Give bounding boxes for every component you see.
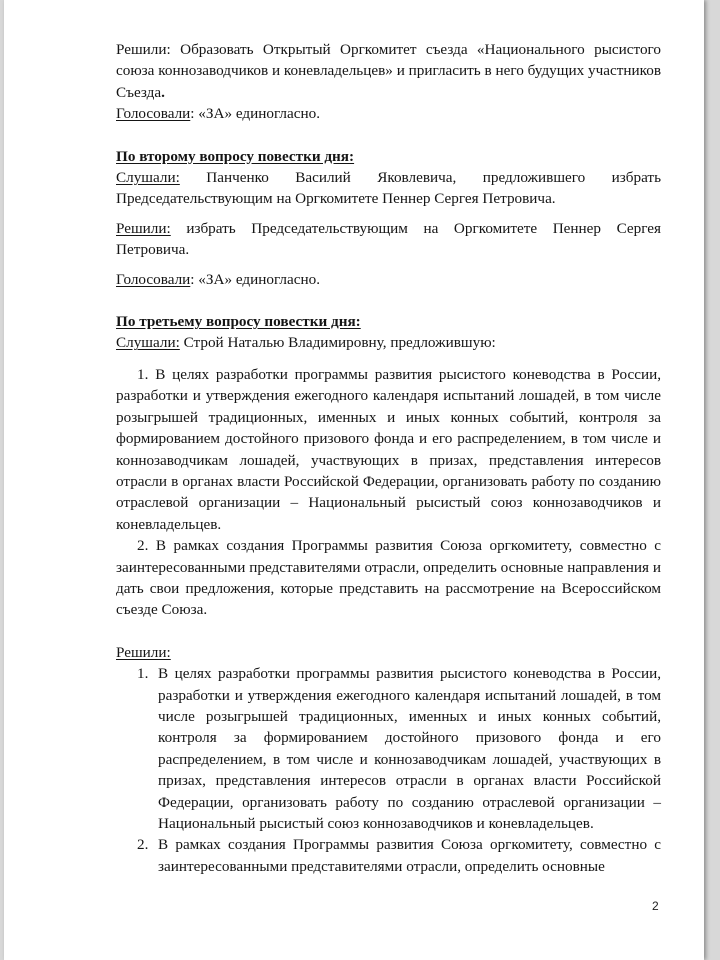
item-text: В целях разработки программы развития рысистого коневодства в России, разработки и утверждения ежегодного календаря испытаний лошадей, в том числе розыгрышей традиционных, именных и иных конных событий, контроля за формированием достойного призового фонда и его распределением, в том числе и коннозаводчикам лошадей, участвующих в призах, представления интересов отрасли в органах власти Российской Федерации, организовать работу по созданию отраслевой организации – Национальный рысистый союз коннозаводчиков и коневладельцев.: [158, 665, 661, 832]
item-number: 1.: [137, 665, 149, 683]
resolved-label: Решили:: [116, 219, 171, 237]
section-heading-3: По третьему вопросу повестки дня:: [116, 313, 361, 331]
resolved-paragraph-2: [116, 218, 661, 261]
proposal-item: [116, 535, 661, 621]
item-text: В рамках создания Программы развития Союза оргкомитету, совместно с заинтересованными представителями отрасли, определить основные направления и дать свои предложения, которые представить на рассмотрение на Всероссийском съезде Союза.: [116, 537, 662, 619]
voted-text: : «ЗА» единогласно.: [190, 105, 321, 123]
resolved-item: [116, 663, 661, 834]
heard-paragraph-2: [116, 167, 661, 210]
voted-label: Голосовали: [116, 105, 191, 123]
resolved-label: Решили:: [116, 643, 171, 661]
item-text: В целях разработки программы развития рысистого коневодства в России, разработки и утверждения ежегодного календаря испытаний лошадей, в том числе розыгрышей традиционных, именных и иных конных событий, контроля за формированием достойного призового фонда и его распределением, в том числе и коннозаводчикам лошадей, участвующих в призах, представления интересов отрасли в органах власти Российской Федерации, организовать работу по созданию отраслевой организации – Национальный рысистый союз коннозаводчиков и коневладельцев.: [116, 365, 662, 533]
item-number: 1.: [137, 365, 149, 383]
resolved-end: .: [161, 83, 165, 101]
resolved-text: избрать Председательствующим на Оргкомитете Пеннер Сергея Петровича.: [116, 219, 661, 259]
resolved-paragraph-3: [116, 642, 661, 663]
voted-label: Голосовали: [116, 270, 191, 288]
resolved-item: [116, 834, 661, 877]
document-body: [116, 39, 661, 877]
heard-paragraph-3: [116, 332, 661, 353]
voted-text: : «ЗА» единогласно.: [190, 270, 321, 288]
resolved-text: Образовать Открытый Оргкомитет съезда «Национального рысистого союза коннозаводчиков и коневладельцев» и пригласить в него будущих участников Съезда: [116, 41, 661, 101]
item-number: 2.: [137, 836, 149, 854]
resolved-label: Решили:: [116, 41, 171, 58]
resolved-list: [116, 663, 661, 877]
section-heading-2: По второму вопросу повестки дня:: [116, 147, 355, 165]
resolved-paragraph-1: [116, 39, 661, 103]
heard-text: Строй Наталью Владимировну, предложившую:: [179, 334, 496, 352]
heard-text: Панченко Василий Яковлевича, предложившего избрать Председательствующим на Оргкомитете Пеннер Сергея Петровича.: [116, 169, 661, 208]
document-page: [4, 0, 704, 960]
voted-paragraph-1: [116, 103, 661, 124]
proposal-list: [116, 364, 661, 621]
item-number: 2.: [137, 537, 149, 555]
item-text: В рамках создания Программы развития Союза оргкомитету, совместно с заинтересованными представителями отрасли, определить основные: [158, 836, 661, 875]
page-number: 2: [652, 899, 659, 913]
proposal-item: [116, 364, 661, 535]
voted-paragraph-2: [116, 269, 661, 290]
heard-label: Слушали:: [116, 169, 180, 187]
heard-label: Слушали:: [116, 334, 180, 352]
